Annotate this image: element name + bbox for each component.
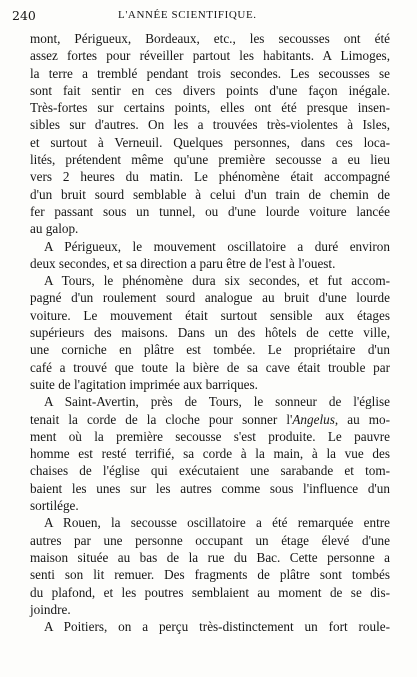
text-line: deux secondes, et sa direction a paru être de l'est à l'ouest. (30, 255, 336, 271)
text-line: pagné d'un roulement sourd analogue au bruit d'une lourde (30, 290, 390, 306)
text-line: chaises de l'église qui exécutaient une sarabande et tom- (30, 463, 390, 479)
text-line: suite de l'agitation imprimée aux barriques. (30, 376, 258, 392)
page-header (0, 8, 417, 24)
text-line: une corniche en plâtre est tombée. Le propriétaire d'un (30, 342, 390, 358)
text-line: mont, Périgueux, Bordeaux, etc., les secousses ont été (30, 31, 390, 46)
text-line: ment où la première secousse s'est produite. Le pauvre (30, 428, 390, 444)
text-line: sortilége. (30, 498, 79, 514)
text-line: café a trouvé que toute la bière de sa cave était trouble par (30, 359, 390, 375)
text-line: A Saint-Avertin, près de Tours, le sonneur de l'église (44, 394, 390, 410)
text-line: vers 2 heures du matin. Le phénomène était accompagné (30, 169, 390, 185)
text-line: supérieurs des maisons. Dans un des hôtels de cette ville, (30, 325, 390, 341)
text-line: baient les unes sur les autres comme sous l'influence d'un (30, 480, 390, 496)
text-line: lités, prétendent même qu'une première secousse a eu lieu (30, 152, 390, 168)
text-line: A Poitiers, on a perçu très-distinctement un fort roule- (44, 619, 390, 635)
text-line: assez fortes pour réveiller partout les habitants. A Limoges, (30, 48, 390, 64)
text-line: sont fait sentir en ces divers points d'une façon inégale. (30, 82, 390, 98)
body-text (30, 30, 390, 635)
text-line: et surtout à Verneuil. Quelques personnes, dans ces loca- (30, 134, 390, 150)
text-line: fer passant sous un tunnel, ou d'une lourde voiture lancée (30, 203, 390, 219)
text-line: A Périgueux, le mouvement oscillatoire a duré environ (44, 238, 390, 254)
text-line: A Tours, le phénomène dura six secondes, et fut accom- (44, 273, 390, 289)
text-line: joindre. (30, 601, 71, 617)
text-line: Très-fortes sur certains points, elles ont été presque insen- (30, 100, 390, 116)
text-line: du plafond, et les poutres semblaient au moment de se dis- (30, 584, 390, 600)
text-line: homme est resté terrifié, sa corde à la main, à la vue des (30, 446, 390, 462)
text-line: senti son lit remuer. Des fragments de plâtre sont tombés (30, 567, 390, 583)
running-head: L'ANNÉE SCIENTIFIQUE. (118, 9, 257, 21)
text-line: la terre a tremblé pendant trois secondes. Les secousses se (30, 65, 390, 81)
page-number: 240 (12, 8, 36, 23)
text-line: au galop. (30, 221, 79, 237)
text-line: tenait la corde de la cloche pour sonner l'Angelus, au mo- (30, 411, 390, 427)
text-line: A Rouen, la secousse oscillatoire a été remarquée entre (44, 515, 390, 531)
text-line: d'un bruit sourd semblable à celui d'un train de chemin de (30, 186, 390, 202)
text-line: maison située au bas de la rue du Bac. Cette personne a (30, 549, 390, 565)
text-line: sibles sur d'autres. On les a trouvées très-violentes à Isles, (30, 117, 390, 133)
text-line: voiture. Le mouvement était surtout sensible aux étages (30, 307, 390, 323)
text-line: autres par une personne occupant un étage élevé d'une (30, 532, 390, 548)
